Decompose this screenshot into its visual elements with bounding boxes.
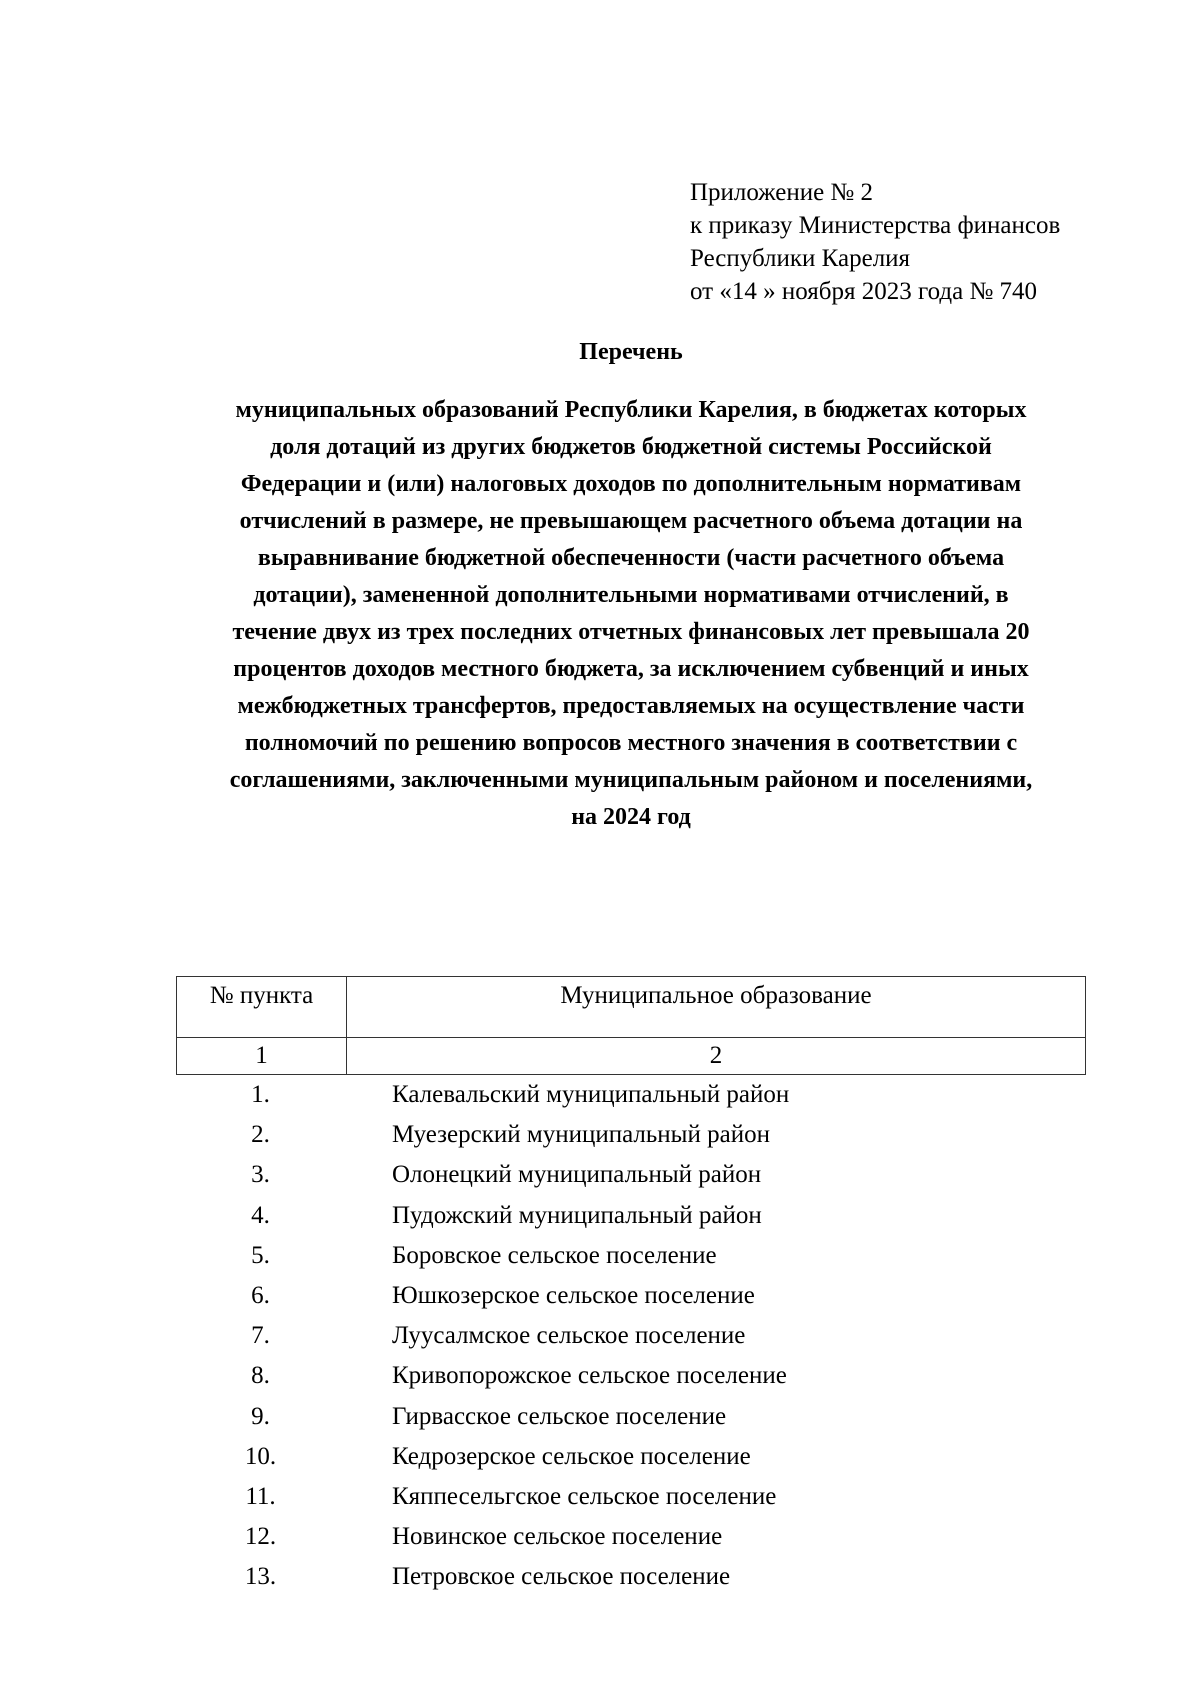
row-municipality: Гирвасское сельское поселение: [392, 1402, 727, 1430]
row-number: 9.: [251, 1402, 270, 1430]
table-row: [176, 1477, 1086, 1517]
column-index-1: 1: [177, 1038, 347, 1075]
row-number: 2.: [251, 1121, 270, 1149]
row-number: 3.: [251, 1161, 270, 1189]
appendix-republic: Республики Карелия: [690, 245, 911, 272]
appendix-date-number: от «14 » ноября 2023 года № 740: [690, 278, 1038, 305]
row-municipality: Боровское сельское поселение: [392, 1241, 717, 1269]
row-municipality: Олонецкий муниципальный район: [392, 1161, 762, 1189]
column-header-municipality: Муниципальное образование: [347, 977, 1086, 1038]
table-index-row: [177, 1038, 1086, 1075]
row-municipality: Кривопорожское сельское поселение: [392, 1362, 787, 1390]
table-row: [176, 1316, 1086, 1356]
table-header-row: [177, 977, 1086, 1038]
table-row: [176, 1517, 1086, 1557]
row-number: 7.: [251, 1322, 270, 1350]
municipalities-list: [176, 1075, 1086, 1597]
row-number: 12.: [244, 1523, 277, 1551]
municipalities-table-header: [176, 976, 1086, 1075]
table-row: [176, 1437, 1086, 1477]
document-title: Перечень: [579, 339, 683, 365]
subtitle-line: течение двух из трех последних отчетных финансовых лет превышала 20: [232, 619, 1030, 645]
subtitle-line: муниципальных образований Республики Карелия, в бюджетах которых: [235, 397, 1027, 423]
subtitle-line: доля дотаций из других бюджетов бюджетной системы Российской: [270, 434, 992, 460]
row-number: 11.: [245, 1482, 276, 1510]
table-row: [176, 1236, 1086, 1276]
row-number: 6.: [251, 1281, 270, 1309]
row-number: 13.: [244, 1563, 277, 1591]
table-row: [176, 1115, 1086, 1155]
table-row: [176, 1397, 1086, 1437]
row-municipality: Кедрозерское сельское поселение: [392, 1442, 751, 1470]
table-row: [176, 1196, 1086, 1236]
column-index-2: 2: [347, 1038, 1086, 1075]
subtitle-line: полномочий по решению вопросов местного значения в соответствии с: [244, 730, 1018, 756]
table-row: [176, 1356, 1086, 1396]
subtitle-line: выравнивание бюджетной обеспеченности (части расчетного объема: [257, 545, 1005, 571]
row-municipality: Пудожский муниципальный район: [392, 1201, 762, 1229]
row-number: 1.: [251, 1081, 270, 1108]
appendix-block: [690, 176, 1060, 308]
subtitle-line: межбюджетных трансфертов, предоставляемых на осуществление части: [237, 693, 1025, 719]
subtitle-line: процентов доходов местного бюджета, за исключением субвенций и иных: [233, 656, 1029, 682]
row-municipality: Луусалмское сельское поселение: [392, 1322, 746, 1350]
column-header-item-number: № пункта: [177, 977, 347, 1038]
subtitle-line: дотации), замененной дополнительными нормативами отчислений, в: [253, 582, 1009, 608]
table-row: [176, 1276, 1086, 1316]
row-municipality: Калевальский муниципальный район: [392, 1081, 790, 1108]
appendix-number: Приложение № 2: [690, 179, 874, 206]
row-municipality: Юшкозерское сельское поселение: [392, 1281, 755, 1309]
row-municipality: Кяппесельгское сельское поселение: [392, 1482, 777, 1510]
subtitle-line: на 2024 год: [571, 804, 691, 830]
row-number: 5.: [251, 1241, 270, 1269]
table-row: [176, 1557, 1086, 1597]
row-municipality: Петровское сельское поселение: [392, 1563, 731, 1591]
subtitle-line: отчислений в размере, не превышающем расчетного объема дотации на: [239, 508, 1023, 534]
table-row: [176, 1075, 1086, 1115]
subtitle-line: соглашениями, заключенными муниципальным районом и поселениями,: [229, 767, 1033, 793]
row-number: 4.: [251, 1201, 270, 1229]
row-municipality: Муезерский муниципальный район: [392, 1121, 770, 1149]
row-municipality: Новинское сельское поселение: [392, 1523, 723, 1551]
subtitle-line: Федерации и (или) налоговых доходов по дополнительным нормативам: [240, 471, 1022, 497]
document-subtitle: [150, 392, 1112, 836]
row-number: 10.: [244, 1442, 277, 1470]
row-number: 8.: [251, 1362, 270, 1390]
appendix-order-ref: к приказу Министерства финансов: [690, 212, 1061, 239]
table-row: [176, 1155, 1086, 1195]
